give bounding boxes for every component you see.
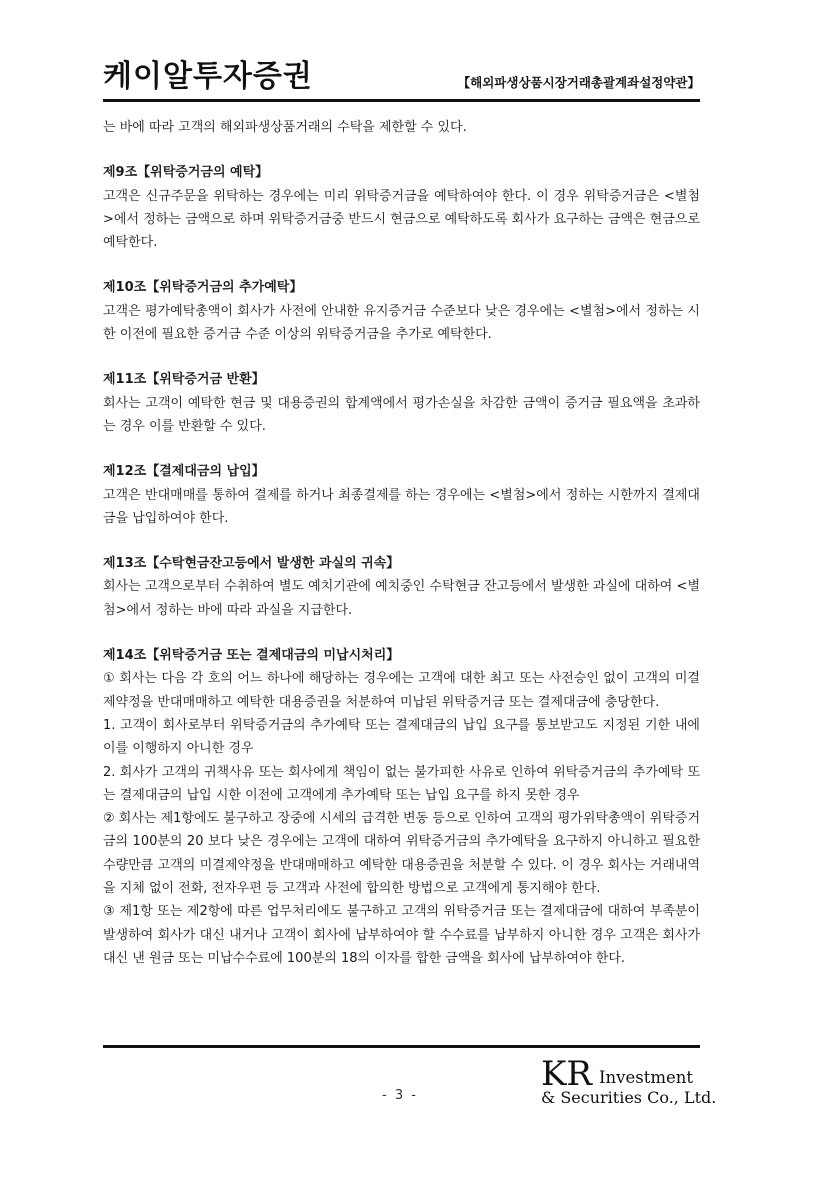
article-paragraph: 회사는 고객이 예탁한 현금 및 대용증권의 합계액에서 평가손실을 차감한 금액이 증거금 필요액을 초과하는 경우 이를 반환할 수 있다. bbox=[103, 395, 700, 434]
footer-divider bbox=[103, 1045, 700, 1048]
article-paragraph: 고객은 반대매매를 통하여 결제를 하거나 최종결제를 하는 경우에는 <별첨>에서 정하는 시한까지 결제대금을 납입하여야 한다. bbox=[103, 487, 700, 526]
article-9 bbox=[103, 161, 700, 254]
article-paragraph: 회사는 고객으로부터 수취하여 별도 예치기관에 예치중인 수탁현금 잔고등에서 발생한 과실에 대하여 <별첨>에서 정하는 바에 따라 과실을 지급한다. bbox=[103, 579, 700, 618]
article-title: 제10조【위탁증거금의 추가예탁】 bbox=[103, 280, 303, 296]
article-12 bbox=[103, 460, 700, 530]
article-10 bbox=[103, 276, 700, 346]
article-title: 제11조【위탁증거금 반환】 bbox=[103, 372, 265, 388]
article-paragraph: ② 회사는 제1항에도 불구하고 장중에 시세의 급격한 변동 등으로 인하여 고객의 평가위탁총액이 위탁증거금의 100분의 20 보다 낮은 경우에는 고객에 대하여 위탁증거금의 추가예탁을 요구하지 아니하고 필요한 수량만큼 고객의 미결제약정을 반대매매하고 예탁한 대용증권을 처분할 수 있다. 이 경우 회사는 거래내역을 지체 없이 전화, 전자우편 등 고객과 사전에 합의한 방법으로 고객에게 통지해야 한다. bbox=[103, 811, 700, 897]
page-number: - 3 - bbox=[382, 1088, 418, 1103]
document-body bbox=[103, 116, 700, 970]
page-header bbox=[103, 58, 700, 100]
article-paragraph: ① 회사는 다음 각 호의 어느 하나에 해당하는 경우에는 고객에 대한 최고 또는 사전승인 없이 고객의 미결제약정을 반대매매하고 예탁한 대용증권을 처분하여 미납된 위탁증거금 또는 결제대금에 충당한다. bbox=[103, 671, 700, 710]
logo-text-investment: Investment bbox=[599, 1068, 693, 1087]
article-title: 제12조【결제대금의 납입】 bbox=[103, 464, 265, 480]
document-title: 【해외파생상품시장거래총괄계좌설정약관】 bbox=[457, 75, 700, 90]
logo-mark: KR bbox=[541, 1054, 592, 1094]
article-11 bbox=[103, 368, 700, 438]
article-item: 2. 회사가 고객의 귀책사유 또는 회사에게 책임이 없는 불가피한 사유로 인하여 위탁증거금의 추가예탁 또는 결제대금의 납입 시한 이전에 고객에게 추가예탁 또는 납입 요구를 하지 못한 경우 bbox=[103, 764, 700, 803]
article-title: 제14조【위탁증거금 또는 결제대금의 미납시처리】 bbox=[103, 648, 400, 664]
article-paragraph: ③ 제1항 또는 제2항에 따른 업무처리에도 불구하고 고객의 위탁증거금 또는 결제대금에 대하여 부족분이 발생하여 회사가 대신 내거나 고객이 회사에 납부하여야 할 수수료를 납부하지 아니한 경우 고객은 회사가 대신 낸 원금 또는 미납수수료에 100분의 18의 이자를 합한 금액을 회사에 납부하여야 한다. bbox=[103, 904, 700, 966]
article-title: 제13조【수탁현금잔고등에서 발생한 과실의 귀속】 bbox=[103, 556, 400, 572]
header-divider bbox=[103, 99, 700, 102]
intro-text: 는 바에 따라 고객의 해외파생상품거래의 수탁을 제한할 수 있다. bbox=[103, 120, 467, 135]
article-title: 제9조【위탁증거금의 예탁】 bbox=[103, 165, 269, 181]
article-paragraph: 고객은 평가예탁총액이 회사가 사전에 안내한 유지증거금 수준보다 낮은 경우에는 <별첨>에서 정하는 시한 이전에 필요한 증거금 수준 이상의 위탁증거금을 추가로 예탁한다. bbox=[103, 303, 700, 343]
brand-name: 케이알투자증권 bbox=[103, 59, 313, 94]
company-logo bbox=[541, 1054, 717, 1110]
article-13 bbox=[103, 552, 700, 622]
logo-text-securities: & Securities Co., Ltd. bbox=[541, 1088, 717, 1107]
article-paragraph: 고객은 신규주문을 위탁하는 경우에는 미리 위탁증거금을 예탁하여야 한다. 이 경우 위탁증거금은 <별첨>에서 정하는 금액으로 하며 위탁증거금중 반드시 현금으로 예탁하도록 회사가 요구하는 금액은 현금으로 예탁한다. bbox=[103, 188, 700, 251]
article-item: 1. 고객이 회사로부터 위탁증거금의 추가예탁 또는 결제대금의 납입 요구를 통보받고도 지정된 기한 내에 이를 이행하지 아니한 경우 bbox=[103, 717, 700, 757]
article-14 bbox=[103, 644, 700, 970]
